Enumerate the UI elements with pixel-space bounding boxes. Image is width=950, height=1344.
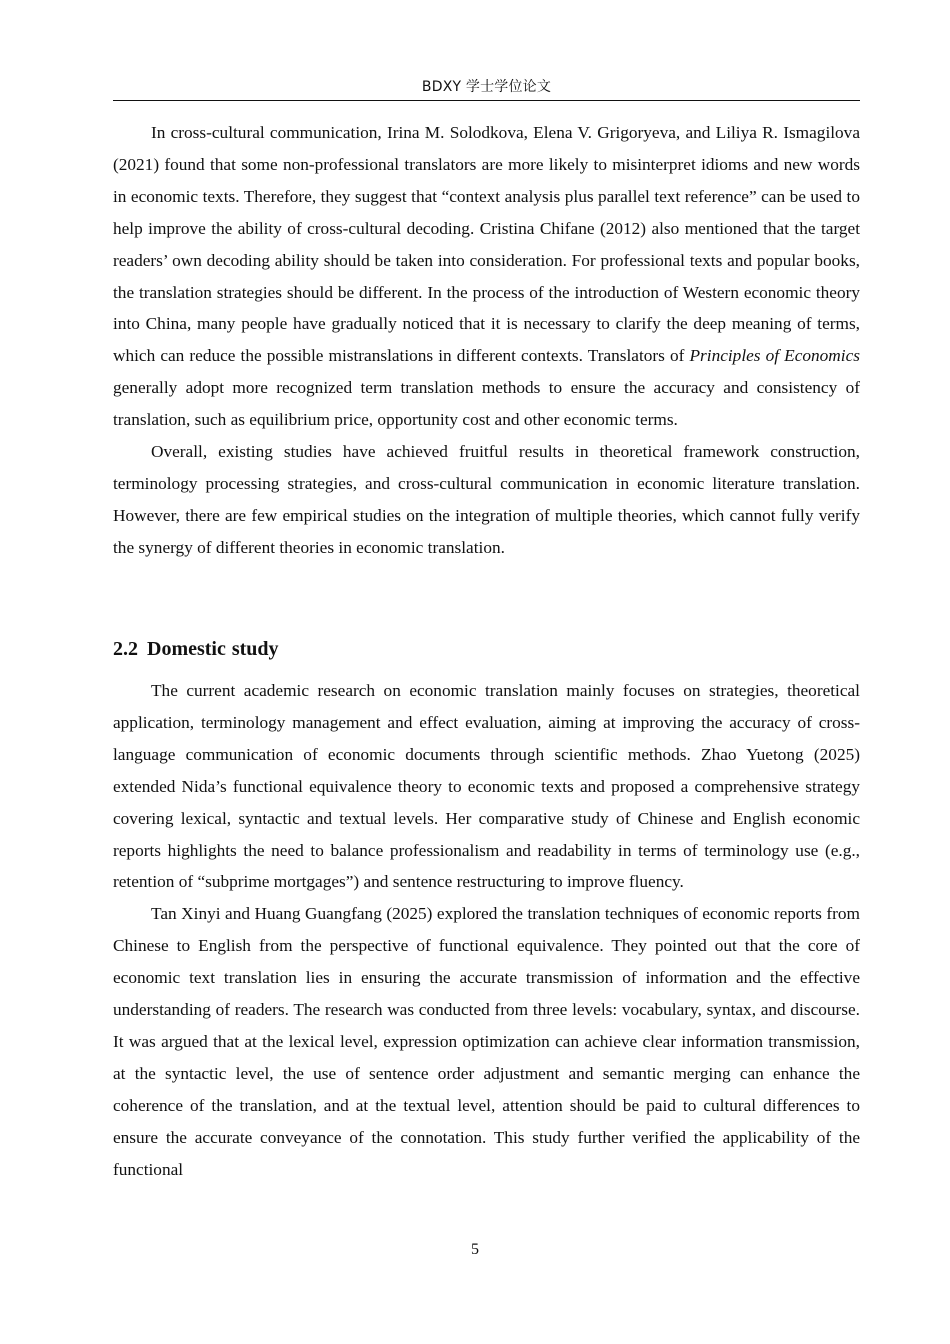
section-number: 2.2 [113,638,138,660]
paragraph-text: Tan Xinyi and Huang Guangfang (2025) explored the translation techniques of economic reports from Chinese to English from the perspective of functional equivalence. They pointed out that the core of economic text translation lies in ensuring the accurate transmission of information and the effective understanding of readers. The research was conducted from three levels: vocabulary, syntax, and discourse. It was argued that at the lexical level, expression optimization can achieve clear information transmission, at the syntactic level, the use of sentence order adjustment and semantic merging can enhance the coherence of the translation, and at the textual level, attention should be paid to cultural differences to ensure the accurate conveyance of the connotation. This study further verified the applicability of the functional [113,904,860,1179]
section-title-word: study [231,638,279,660]
running-header: BDXY 学士学位论文 [421,79,552,95]
section-heading-domestic-study [113,634,860,664]
paragraph-text: In cross-cultural communication, Irina M. Solodkova, Elena V. Grigoryeva, and Liliya R. Ismagilova (2021) found that some non-professional translators are more likely to misinterpret idioms and new words in economic texts. Therefore, they suggest that “context analysis plus parallel text reference” can be used to help improve the ability of cross-cultural decoding. Cristina Chifane (2012) also mentioned that the target readers’ own decoding ability should be taken into consideration. For professional texts and popular books, the translation strategies should be different. In the process of the introduction of Western economic theory into China, many people have gradually noticed that it is necessary to clarify the deep meaning of terms, which can reduce the possible mistranslations in different contexts. Translators of [113,123,860,366]
page-number: 5 [471,1241,479,1258]
section-heading-block [113,634,860,664]
paragraph-text: Overall, existing studies have achieved fruitful results in theoretical framework construction, terminology processing strategies, and cross-cultural communication in economic literature translation. However, there are few empirical studies on the integration of multiple theories, which cannot fully verify the synergy of different theories in economic translation. [113,442,860,557]
paragraph-tan-huang [113,898,860,1185]
paragraph-text: generally adopt more recognized term translation methods to ensure the accuracy and consistency of translation, such as equilibrium price, opportunity cost and other economic terms. [113,378,860,430]
section-title-word: Domestic [147,638,226,660]
header-rule [113,100,860,101]
paragraph-text: The current academic research on economic translation mainly focuses on strategies, theoretical application, terminology management and effect evaluation, aiming at improving the accuracy of cross-language communication of economic documents through scientific methods. Zhao Yuetong (2025) extended Nida’s functional equivalence theory to economic texts and proposed a comprehensive strategy covering lexical, syntactic and textual levels. Her comparative study of Chinese and English economic reports highlights the need to balance professionalism and readability in terms of terminology use (e.g., retention of “subprime mortgages”) and sentence restructuring to improve fluency. [113,681,860,892]
paragraph-current-research [113,675,860,898]
paragraph-cross-cultural [113,117,860,436]
body-text-top [113,117,860,564]
body-text-bottom [113,675,860,1186]
book-title-principles-of-economics: Principles of Economics [689,346,860,366]
paragraph-overall [113,436,860,564]
